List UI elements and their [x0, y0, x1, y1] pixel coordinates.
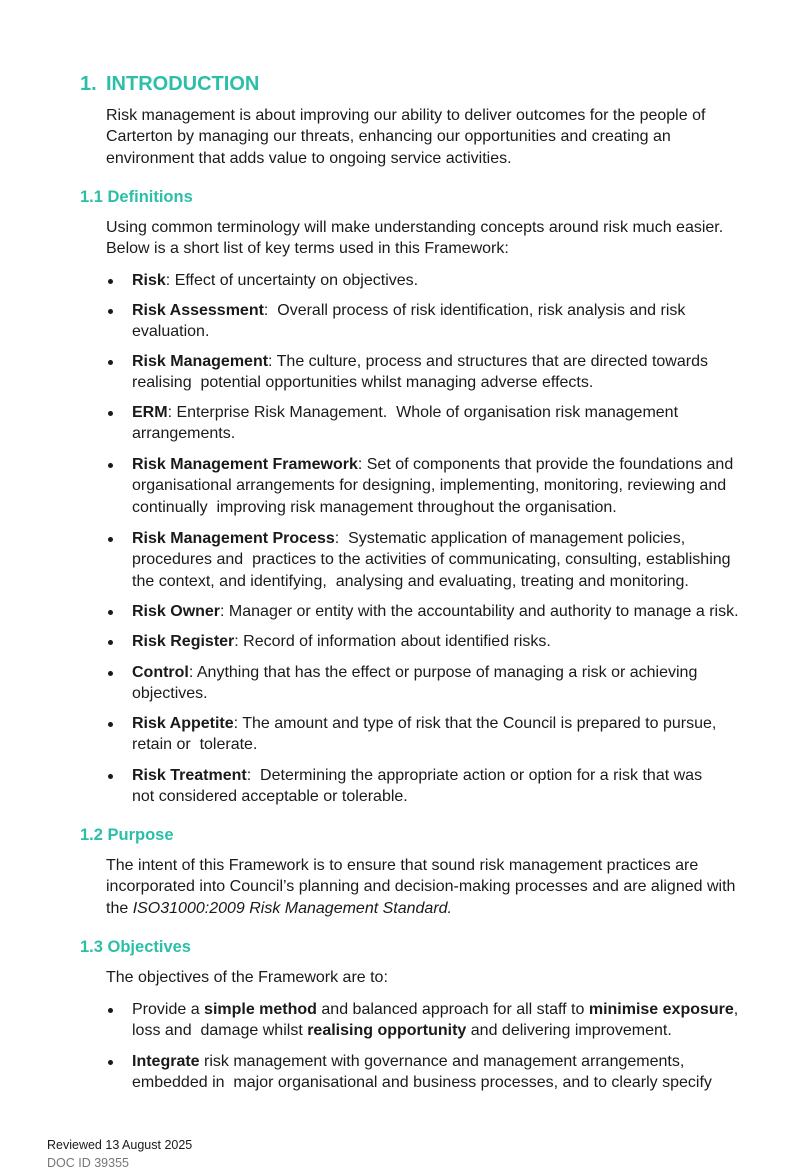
definition-item — [132, 631, 551, 652]
bold-text: realising opportunity — [307, 1022, 467, 1040]
definition-text: : The culture, process and structures that are directed towards realising potential opportunities whilst managing adverse effects. — [132, 353, 708, 392]
definition-term: Risk Management — [132, 353, 269, 370]
definition-text: : Manager or entity with the accountability and authority to manage a risk. — [220, 603, 739, 620]
purpose-paragraph — [106, 855, 735, 919]
definition-text: : Record of information about identified risks. — [234, 633, 551, 650]
definition-text: : Effect of uncertainty on objectives. — [165, 272, 419, 289]
text: and balanced approach for all staff to — [316, 1001, 589, 1018]
objective-item — [132, 1051, 712, 1094]
definition-term: ERM — [132, 404, 168, 421]
definition-text: : Enterprise Risk Management. Whole of organisation risk management arrangements. — [132, 404, 679, 443]
objective-item — [132, 999, 738, 1042]
definition-text: : The amount and type of risk that the Council is prepared to pursue, retain or tolerate. — [132, 715, 717, 754]
definition-term: Risk — [132, 272, 166, 289]
bold-text: simple method — [204, 1001, 317, 1018]
definition-term: Risk Management Process — [132, 530, 335, 547]
definition-text: : Systematic application of management policies, procedures and practices to the activities of communicating, consulting, establishing the context, and identifying, analysing and evaluating, treating and monitoring. — [132, 530, 731, 590]
text: and delivering improvement. — [466, 1022, 672, 1040]
definition-item — [132, 765, 702, 808]
definition-term: Control — [132, 664, 189, 681]
section-number: 1. — [80, 73, 97, 95]
definition-text: : Overall process of risk identification, risk analysis and risk evaluation. — [132, 302, 686, 341]
objectives-paragraph: The objectives of the Framework are to: — [106, 969, 388, 986]
text: risk management with governance and management arrangements, embedded in major organisational and business processes, and to clearly specify — [132, 1053, 712, 1092]
definition-item — [132, 601, 739, 622]
definition-text: : Anything that has the effect or purpose of managing a risk or achieving objectives. — [132, 664, 698, 703]
definition-term: Risk Treatment — [132, 767, 247, 784]
definition-item — [132, 454, 733, 518]
section-heading-introduction — [80, 73, 259, 96]
definition-item — [132, 270, 418, 291]
definition-term: Risk Register — [132, 633, 235, 650]
definition-term: Risk Assessment — [132, 302, 264, 319]
definition-item — [132, 713, 716, 756]
bold-text: minimise exposure — [588, 1001, 734, 1018]
section-title: INTRODUCTION — [106, 73, 260, 95]
definition-item — [132, 402, 678, 445]
standard-name: ISO31000:2009 Risk Management Standard. — [132, 899, 452, 917]
purpose-heading: 1.2 Purpose — [80, 826, 174, 844]
intro-paragraph: Risk management is about improving our ability to deliver outcomes for the people of Carterton by managing our threats, enhancing our opportunities and creating an environment that adds value to ongoing service activities. — [106, 107, 706, 167]
footer-doc-id: DOC ID 39355 — [47, 1156, 129, 1170]
purpose-text: The intent of this Framework is to ensure that sound risk management practices are incorporated into Council’s planning and decision-making processes and are aligned with the — [106, 857, 736, 917]
text: , loss and damage whilst — [132, 1001, 739, 1040]
definitions-heading: 1.1 Definitions — [80, 188, 193, 206]
definition-item — [132, 528, 731, 592]
bold-text: Integrate — [132, 1053, 200, 1070]
definitions-paragraph: Using common terminology will make understanding concepts around risk much easier. Below is a short list of key terms used in this Framework: — [106, 219, 724, 258]
footer-reviewed: Reviewed 13 August 2025 — [47, 1138, 193, 1152]
definition-term: Risk Management Framework — [132, 456, 358, 473]
definition-term: Risk Appetite — [132, 715, 234, 732]
definition-item — [132, 351, 708, 394]
definition-term: Risk Owner — [132, 603, 221, 620]
definition-item — [132, 300, 685, 343]
definition-text: : Determining the appropriate action or option for a risk that was not considered acceptable or tolerable. — [132, 767, 703, 806]
definition-text: : Set of components that provide the foundations and organisational arrangements for designing, implementing, monitoring, reviewing and continually improving risk management throughout the organisation. — [132, 456, 734, 516]
definition-item — [132, 662, 697, 705]
text: Provide a — [132, 1001, 205, 1018]
objectives-heading: 1.3 Objectives — [80, 938, 191, 956]
